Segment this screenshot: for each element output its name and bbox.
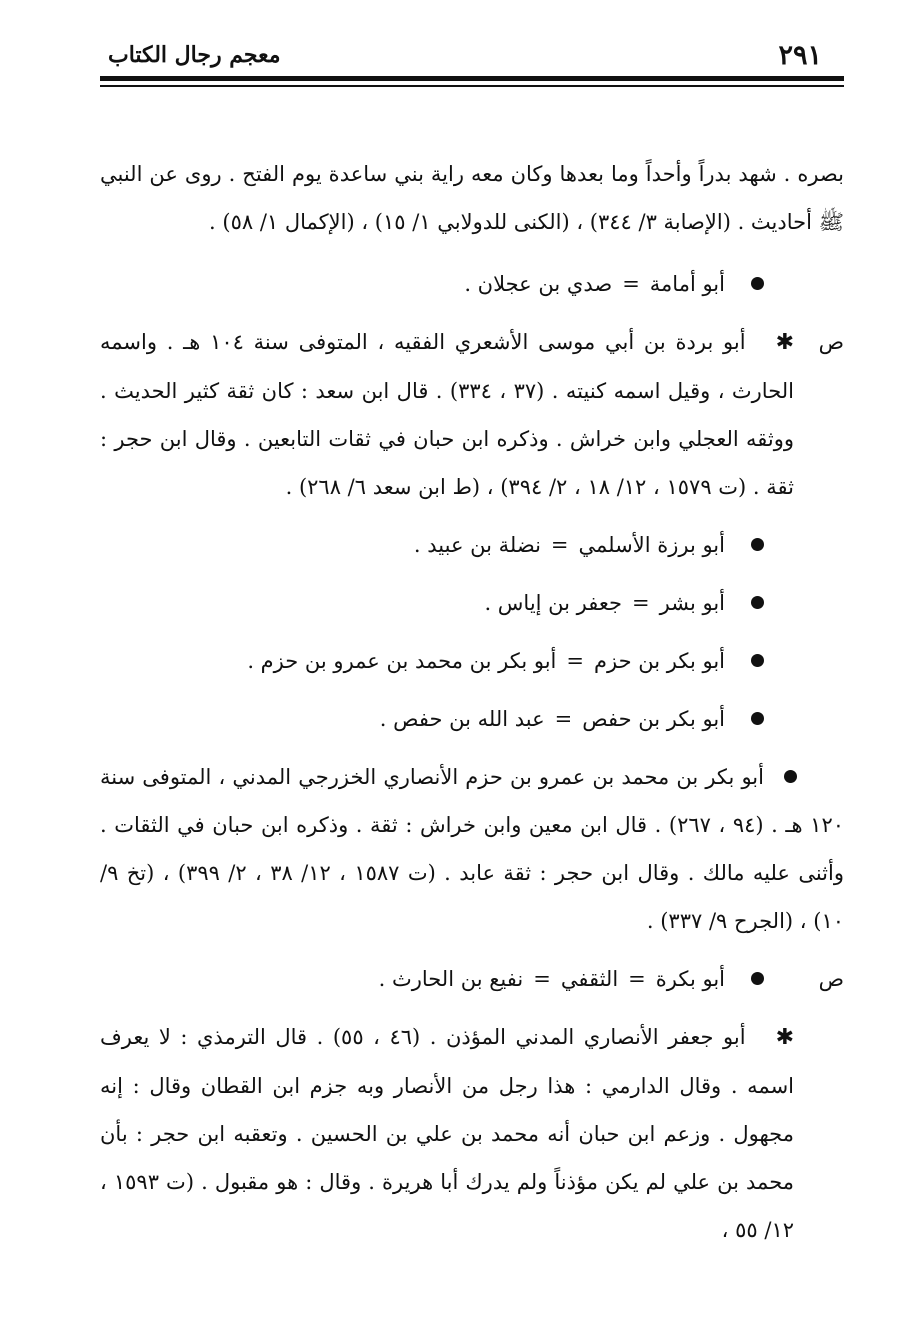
entry-name: أبو بكر بن حفص <box>582 707 725 731</box>
page-number: ٢٩١ <box>778 40 822 71</box>
entry-name: أبو بكر بن حزم <box>594 649 725 673</box>
bullet-icon <box>751 712 764 725</box>
entry-reference: نفيع بن الحارث . <box>378 967 524 991</box>
entry-text: أبو بكر بن محمد بن عمرو بن حزم الأنصاري الخزرجي المدني ، المتوفى سنة ١٢٠ هـ . (٩٤ ، ٢٦٧) . قال ابن معين وابن خراش : ثقة . وذكره ابن حبان في الثقات . وأثنى عليه مالك . وقال ابن حجر : ثقة عابد . (ت ١٥٨٧ ، ١٢/ ٣٨ ، ٢/ ٣٩٩) ، (تخ ٩/ ١٠) ، (الجرح ٩/ ٣٣٧) . <box>100 765 845 933</box>
entry-abu-burda <box>100 318 844 511</box>
entry-text: أبو بردة بن أبي موسى الأشعري الفقيه ، المتوفى سنة ١٠٤ هـ . واسمه الحارث ، وقيل اسمه كنيته . (٣٧ ، ٣٣٤) . قال ابن سعد : كان ثقة كثير الحديث . ووثقه العجلي وابن خراش . وذكره ابن حبان في ثقات التابعين . وقال ابن حجر : ثقة . (ت ١٥٧٩ ، ١٢/ ١٨ ، ٢/ ٣٩٤) ، (ط ابن سعد ٦/ ٢٦٨) . <box>100 330 794 499</box>
entry-reference: عبد الله بن حفص . <box>379 707 545 731</box>
entry-name: أبو أمامة <box>649 272 725 296</box>
entry-text: أبو جعفر الأنصاري المدني المؤذن . (٤٦ ، ٥٥) . قال الترمذي : لا يعرف اسمه . وقال الدارمي : هذا رجل من الأنصار وبه جزم ابن القطان وقال : إنه مجهول . وزعم ابن حبان أنه محمد بن علي بن الحسين . وتعقبه ابن حجر : بأن محمد بن علي لم يكن مؤذناً ولم يدرك أبا هريرة . وقال : هو مقبول . (ت ١٥٩٣ ، ١٢/ ٥٥ ، <box>100 1025 794 1242</box>
entry-reference: جعفر بن إياس . <box>484 591 623 615</box>
page-header <box>100 38 844 72</box>
bullet-icon <box>751 596 764 609</box>
entry-abu-bakra <box>100 955 844 1003</box>
page-content <box>100 150 844 1264</box>
equals-sign: = <box>566 649 585 673</box>
bullet-icon <box>751 538 764 551</box>
equals-sign: = <box>628 967 646 991</box>
entry-abu-bakr-bin-muhammad <box>100 753 844 945</box>
equals-sign: = <box>632 591 650 615</box>
entry-reference: صدي بن عجلان . <box>464 272 613 296</box>
sad-marker: ص <box>818 967 844 991</box>
entry-abu-bakr-bin-hazm <box>100 637 844 685</box>
entry-reference: أبو بكر بن محمد بن عمرو بن حزم . <box>247 649 557 673</box>
entry-abu-bishr <box>100 579 844 627</box>
header-rule-thick <box>100 76 844 81</box>
equals-sign: = <box>550 533 569 557</box>
entry-abu-jafar <box>100 1013 844 1254</box>
header-rule-thin <box>100 85 844 87</box>
intro-paragraph: بصره . شهد بدراً وأحداً وما بعدها وكان معه راية بني ساعدة يوم الفتح . روى عن النبي ﷺ أحاديث . (الإصابة ٣/ ٣٤٤) ، (الكنى للدولابي ١/ ١٥) ، (الإكمال ١/ ٥٨) . <box>100 162 844 234</box>
star-icon: ✱ <box>775 1025 794 1050</box>
bullet-icon <box>751 972 764 985</box>
entry-name: أبو بكرة <box>655 967 725 991</box>
equals-sign: = <box>554 707 573 731</box>
equals-sign: = <box>533 967 551 991</box>
entry-name: أبو بشر <box>659 591 725 615</box>
equals-sign: = <box>622 272 640 296</box>
entry-reference: نضلة بن عبيد . <box>413 533 541 557</box>
sad-marker: ص <box>818 330 844 354</box>
bullet-icon <box>751 654 764 667</box>
entry-abu-barza <box>100 521 844 569</box>
bullet-icon <box>751 277 764 290</box>
star-icon: ✱ <box>775 330 794 355</box>
entry-nisba: الثقفي <box>560 967 619 991</box>
entry-name: أبو برزة الأسلمي <box>578 533 725 557</box>
entry-abu-umama <box>100 260 844 308</box>
entry-abu-bakr-bin-hafs <box>100 695 844 743</box>
running-title: معجم رجال الكتاب <box>108 42 281 68</box>
bullet-icon <box>784 770 797 783</box>
